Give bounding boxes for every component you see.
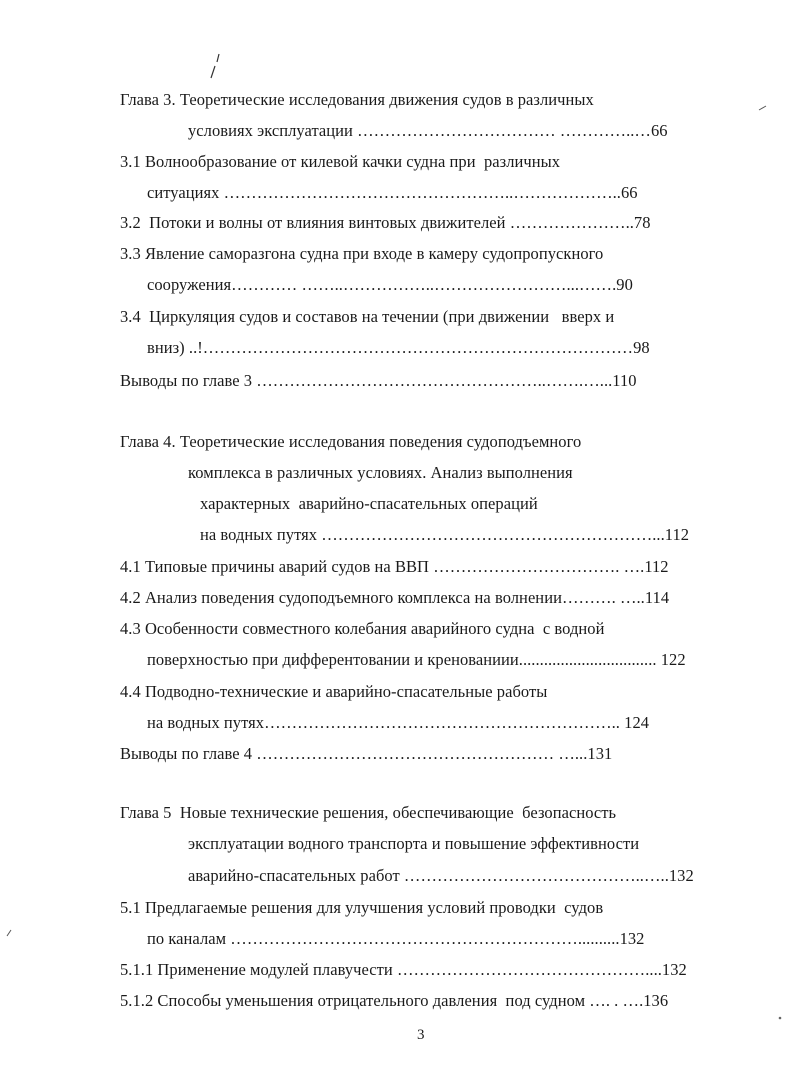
toc-chapter5-title: Глава 5 Новые технические решения, обеспечивающие безопасность: [120, 803, 617, 822]
toc-chapter4-title: Глава 4. Теоретические исследования поведения судоподъемного: [120, 432, 582, 451]
pen-mark-bottom-right: [776, 1014, 784, 1022]
toc-entry-4-2: 4.2 Анализ поведения судоподъемного комплекса на волнении………. …..114: [120, 588, 670, 607]
toc-entry-3-4-cont: вниз) ..!……………………………………………………………………98: [147, 338, 650, 357]
toc-entry-4-4-cont: на водных путях……………………………………………………….. 124: [147, 713, 650, 732]
toc-entry-3-3-cont: сооружения………… ……..……………..……………………...…….90: [147, 275, 633, 294]
toc-chapter4-title-cont3: на водных путях ……………………………………………………...112: [200, 525, 690, 544]
toc-chapter3-title-cont: условиях эксплуатации ……………………………… …………..…66: [188, 121, 668, 140]
toc-chapter5-title-cont2: аварийно-спасательных работ ……………………………………..…..132: [188, 866, 694, 885]
toc-entry-4-4: 4.4 Подводно-технические и аварийно-спасательные работы: [120, 682, 548, 701]
toc-entry-3-1-cont: ситуациях ……………………………………………..………………..66: [147, 183, 638, 202]
toc-entry-5-1: 5.1 Предлагаемые решения для улучшения условий проводки судов: [120, 898, 604, 917]
pen-mark-right: [758, 104, 768, 112]
toc-entry-4-3-cont: поверхностью при дифферентовании и кренованиии................................. 122: [147, 650, 686, 669]
toc-chapter3-title: Глава 3. Теоретические исследования движения судов в различных: [120, 90, 594, 109]
toc-entry-5-1-cont: по каналам ………………………………………………………..........132: [147, 929, 645, 948]
pen-mark-top: [205, 52, 225, 82]
toc-entry-4-1: 4.1 Типовые причины аварий судов на ВВП ……………………………. ….112: [120, 557, 669, 576]
toc-entry-3-2: 3.2 Потоки и волны от влияния винтовых движителей …………………..78: [120, 213, 651, 232]
pen-mark-left: [5, 928, 15, 938]
toc-chapter5-title-cont1: эксплуатации водного транспорта и повышение эффективности: [188, 834, 640, 853]
toc-chapter4-title-cont2: характерных аварийно-спасательных операций: [200, 494, 538, 513]
toc-entry-3-4: 3.4 Циркуляция судов и составов на течении (при движении вверх и: [120, 307, 615, 326]
toc-chapter4-title-cont1: комплекса в различных условиях. Анализ выполнения: [188, 463, 573, 482]
toc-entry-3-1: 3.1 Волнообразование от килевой качки судна при различных: [120, 152, 561, 171]
page-number: 3: [417, 1027, 425, 1043]
toc-entry-4-3: 4.3 Особенности совместного колебания аварийного судна с водной: [120, 619, 605, 638]
toc-conclusions-4: Выводы по главе 4 ……………………………………………… …...131: [120, 744, 613, 763]
toc-entry-3-3: 3.3 Явление саморазгона судна при входе в камеру судопропускного: [120, 244, 604, 263]
toc-conclusions-3: Выводы по главе 3 ……………………………………………..…….…...110: [120, 371, 637, 390]
toc-entry-5-1-2: 5.1.2 Способы уменьшения отрицательного давления под судном …. . ….136: [120, 991, 669, 1010]
toc-entry-5-1-1: 5.1.1 Применение модулей плавучести ………………………………………....132: [120, 960, 687, 979]
